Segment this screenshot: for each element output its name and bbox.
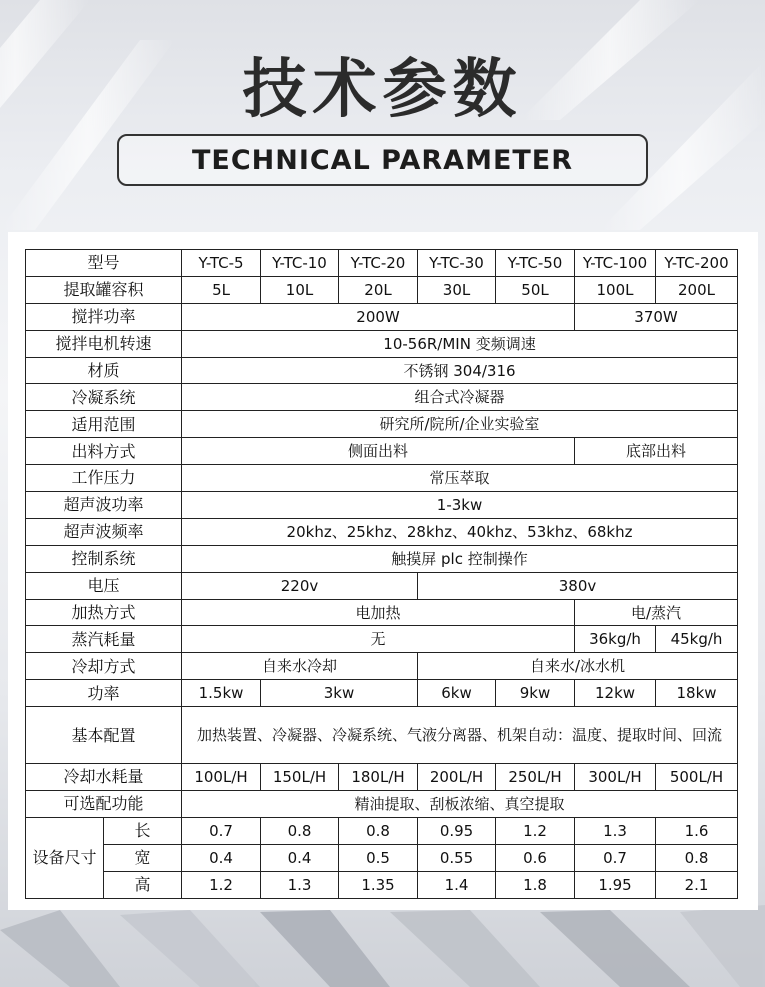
table-row-power: [26, 680, 738, 707]
table-cell: 加热装置、冷凝器、冷凝系统、气液分离器、机架自动：温度、提取时间、回流: [182, 707, 738, 764]
table-cell: 370W: [575, 303, 738, 330]
table-cell: 自来水/冰水机: [418, 653, 738, 680]
table-row-height: [26, 871, 738, 898]
table-cell: 2.1: [656, 871, 738, 898]
row-label: 适用范围: [26, 411, 182, 438]
table-cell: 0.7: [575, 844, 656, 871]
table-cell: 220v: [182, 572, 418, 599]
table-cell: 侧面出料: [182, 438, 575, 465]
table-cell: 300L/H: [575, 764, 656, 791]
table-row-scope: [26, 411, 738, 438]
table-cell: 30L: [418, 276, 496, 303]
model-cell: Y-TC-30: [418, 250, 496, 277]
table-cell: 200L: [656, 276, 738, 303]
row-label: 电压: [26, 572, 182, 599]
table-cell: 1-3kw: [182, 492, 738, 519]
table-cell: 0.95: [418, 817, 496, 844]
table-cell: 0.55: [418, 844, 496, 871]
row-label: 冷却方式: [26, 653, 182, 680]
model-cell: Y-TC-10: [261, 250, 339, 277]
table-cell: 3kw: [261, 680, 418, 707]
model-cell: Y-TC-50: [496, 250, 575, 277]
row-label: 基本配置: [26, 707, 182, 764]
table-row-material: [26, 357, 738, 384]
row-label: 加热方式: [26, 599, 182, 626]
table-row-capacity: [26, 276, 738, 303]
table-cell: 200L/H: [418, 764, 496, 791]
table-cell: 250L/H: [496, 764, 575, 791]
table-cell: 自来水冷却: [182, 653, 418, 680]
table-cell: 0.8: [656, 844, 738, 871]
subtitle-box: [117, 134, 648, 186]
row-label: 控制系统: [26, 545, 182, 572]
table-row-pressure: [26, 465, 738, 492]
table-row-condenser: [26, 384, 738, 411]
dimensions-label: 设备尺寸: [26, 817, 104, 898]
row-label: 超声波频率: [26, 518, 182, 545]
page-subtitle: TECHNICAL PARAMETER: [191, 144, 574, 176]
table-row-optional: [26, 791, 738, 818]
table-cell: 1.3: [261, 871, 339, 898]
table-cell: 1.6: [656, 817, 738, 844]
table-row-model: [26, 250, 738, 277]
table-row-ultrasonic-frequency: [26, 518, 738, 545]
table-cell: 1.3: [575, 817, 656, 844]
row-label: 超声波功率: [26, 492, 182, 519]
row-label: 工作压力: [26, 465, 182, 492]
table-cell: 1.8: [496, 871, 575, 898]
table-row-width: [26, 844, 738, 871]
model-cell: Y-TC-5: [182, 250, 261, 277]
row-label: 可选配功能: [26, 791, 182, 818]
table-row-voltage: [26, 572, 738, 599]
sub-label: 高: [104, 871, 182, 898]
table-row-water: [26, 764, 738, 791]
row-label: 冷却水耗量: [26, 764, 182, 791]
table-cell: 常压萃取: [182, 465, 738, 492]
table-cell: 0.7: [182, 817, 261, 844]
table-row-control: [26, 545, 738, 572]
table-cell: 0.4: [261, 844, 339, 871]
table-cell: 电加热: [182, 599, 575, 626]
row-label: 功率: [26, 680, 182, 707]
table-row-cooling: [26, 653, 738, 680]
table-row-steam: [26, 626, 738, 653]
table-cell: 不锈钢 304/316: [182, 357, 738, 384]
row-label: 蒸汽耗量: [26, 626, 182, 653]
table-cell: 底部出料: [575, 438, 738, 465]
table-cell: 6kw: [418, 680, 496, 707]
row-label: 出料方式: [26, 438, 182, 465]
table-cell: 9kw: [496, 680, 575, 707]
table-cell: 组合式冷凝器: [182, 384, 738, 411]
table-cell: 1.5kw: [182, 680, 261, 707]
table-cell: 20L: [339, 276, 418, 303]
table-cell: 500L/H: [656, 764, 738, 791]
table-row-motor-speed: [26, 330, 738, 357]
table-cell: 100L/H: [182, 764, 261, 791]
table-cell: 12kw: [575, 680, 656, 707]
table-cell: 0.8: [261, 817, 339, 844]
model-cell: Y-TC-100: [575, 250, 656, 277]
table-cell: 5L: [182, 276, 261, 303]
table-cell: 研究所/院所/企业实验室: [182, 411, 738, 438]
table-row-config: [26, 707, 738, 764]
table-cell: 20khz、25khz、28khz、40khz、53khz、68khz: [182, 518, 738, 545]
row-label: 冷凝系统: [26, 384, 182, 411]
table-cell: 10-56R/MIN 变频调速: [182, 330, 738, 357]
page-title: 技术参数: [242, 53, 523, 127]
table-cell: 0.8: [339, 817, 418, 844]
table-cell: 45kg/h: [656, 626, 738, 653]
parameter-table: [25, 249, 738, 899]
table-cell: 1.2: [496, 817, 575, 844]
table-cell: 0.6: [496, 844, 575, 871]
table-cell: 1.4: [418, 871, 496, 898]
table-cell: 180L/H: [339, 764, 418, 791]
table-cell: 150L/H: [261, 764, 339, 791]
row-label: 搅拌电机转速: [26, 330, 182, 357]
table-row-length: [26, 817, 738, 844]
sub-label: 宽: [104, 844, 182, 871]
row-label: 搅拌功率: [26, 303, 182, 330]
table-cell: 1.35: [339, 871, 418, 898]
model-cell: Y-TC-200: [656, 250, 738, 277]
table-cell: 0.4: [182, 844, 261, 871]
table-cell: 10L: [261, 276, 339, 303]
table-cell: 380v: [418, 572, 738, 599]
table-cell: 1.95: [575, 871, 656, 898]
table-cell: 100L: [575, 276, 656, 303]
table-cell: 电/蒸汽: [575, 599, 738, 626]
table-row-ultrasonic-power: [26, 492, 738, 519]
table-cell: 18kw: [656, 680, 738, 707]
model-cell: Y-TC-20: [339, 250, 418, 277]
table-cell: 精油提取、刮板浓缩、真空提取: [182, 791, 738, 818]
table-cell: 50L: [496, 276, 575, 303]
table-cell: 触摸屏 plc 控制操作: [182, 545, 738, 572]
table-cell: 200W: [182, 303, 575, 330]
row-label: 型号: [26, 250, 182, 277]
table-cell: 1.2: [182, 871, 261, 898]
row-label: 提取罐容积: [26, 276, 182, 303]
table-cell: 36kg/h: [575, 626, 656, 653]
table-row-discharge: [26, 438, 738, 465]
table-cell: 无: [182, 626, 575, 653]
table-row-heating: [26, 599, 738, 626]
sub-label: 长: [104, 817, 182, 844]
table-row-stir-power: [26, 303, 738, 330]
table-cell: 0.5: [339, 844, 418, 871]
row-label: 材质: [26, 357, 182, 384]
